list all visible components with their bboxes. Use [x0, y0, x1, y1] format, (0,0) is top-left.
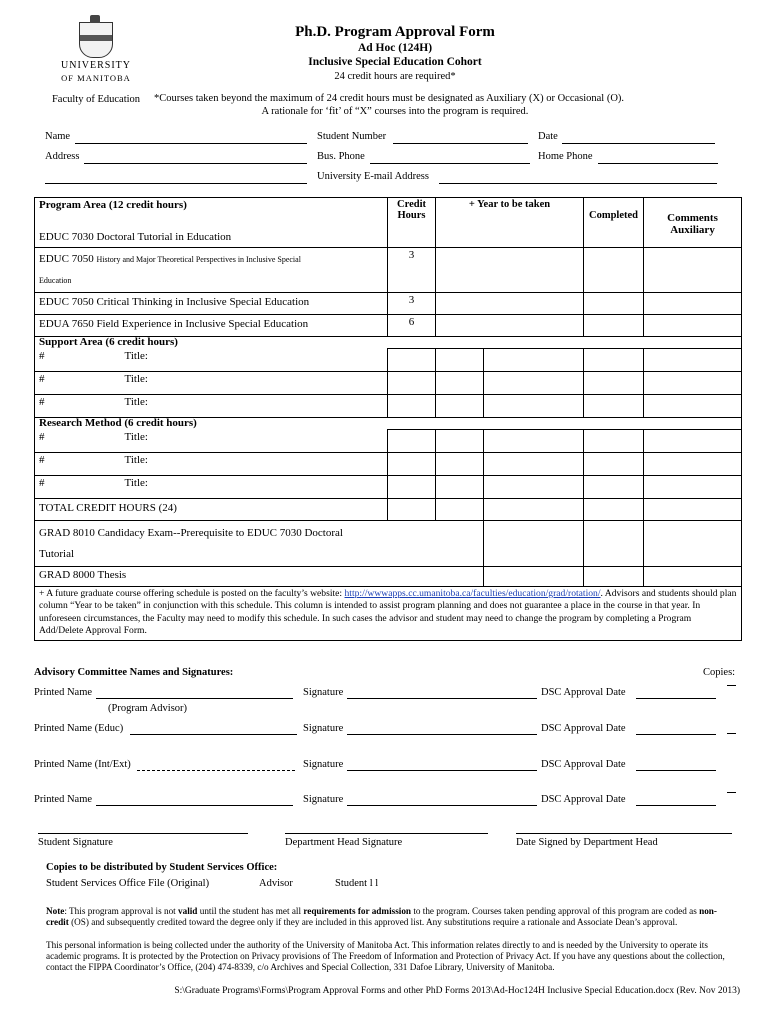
comments-cell[interactable] — [644, 567, 742, 587]
completed-cell[interactable] — [584, 430, 644, 453]
completed-cell[interactable] — [584, 315, 644, 337]
signature-field[interactable] — [347, 698, 537, 699]
signature-label: Signature — [303, 794, 344, 805]
credit-cell[interactable] — [388, 395, 436, 418]
privacy-note: This personal information is being collected under the authority of the University of Manitoba Act. This information relates directly to and is needed by the University to operate its academic programs. It is protected by the Protection on Privacy provisions of The Freedom of Information and Protection of Privacy Act. If you have any questions about the collection, contact the FIPPA Coordinator’s Office, (204) 474-8339, c/o Archives and Special Collection, 331 Dafoe Library, University of Manitoba. — [46, 940, 725, 972]
address-field[interactable] — [84, 163, 307, 164]
note-text: : This program approval is not — [64, 906, 179, 916]
note-text: (OS) and subsequently credited toward the degree only if they are included in this approved list. Any substitutions require a rationale and Associate Dean’s approval. — [68, 917, 678, 927]
comments-cell[interactable] — [644, 315, 742, 337]
email-field[interactable] — [439, 183, 717, 184]
date-signed-field[interactable] — [516, 833, 732, 834]
comments-cell[interactable] — [644, 372, 742, 395]
comments-cell[interactable] — [644, 453, 742, 476]
title-label: Title: — [124, 454, 148, 466]
copy-advisor: Advisor — [259, 878, 293, 889]
hash-mark: # — [39, 430, 45, 443]
name-label: Name — [45, 131, 71, 142]
support-area-heading: Support Area (6 credit hours) — [35, 337, 742, 349]
comments-label: Comments — [667, 212, 718, 224]
year-cell[interactable] — [436, 395, 484, 418]
dsc-approval-field[interactable] — [636, 805, 716, 806]
year-cell[interactable] — [436, 453, 484, 476]
comments-cell[interactable] — [644, 499, 742, 521]
comments-cell[interactable] — [644, 248, 742, 293]
student-signature-label: Student Signature — [38, 837, 113, 848]
dsc-approval-label: DSC Approval Date — [541, 687, 626, 698]
grad8010-line1: GRAD 8010 Candidacy Exam--Prerequisite to EDUC 7030 Doctoral — [39, 527, 343, 539]
form-subtitle-cohort: Inclusive Special Education Cohort — [308, 56, 482, 68]
dsc-approval-field[interactable] — [636, 698, 716, 699]
credit-requirement: 24 credit hours are required* — [334, 71, 456, 82]
completed-cell[interactable] — [584, 293, 644, 315]
printed-name-educ-field[interactable] — [130, 734, 297, 735]
completed-cell[interactable] — [584, 499, 644, 521]
total-credit-hours: TOTAL CREDIT HOURS (24) — [35, 499, 388, 521]
student-number-label: Student Number — [317, 131, 387, 142]
title-label: Title: — [124, 396, 148, 408]
comments-cell[interactable] — [644, 395, 742, 418]
program-table — [34, 197, 742, 641]
dsc-approval-field[interactable] — [636, 734, 716, 735]
address-label: Address — [45, 151, 80, 162]
program-advisor-label: (Program Advisor) — [108, 703, 188, 714]
completed-cell[interactable] — [584, 521, 644, 567]
university-name-line1: UNIVERSITY — [61, 60, 131, 71]
signature-label: Signature — [303, 687, 344, 698]
credit-cell[interactable] — [388, 372, 436, 395]
hash-mark: # — [39, 349, 45, 362]
support-course-1[interactable] — [35, 349, 388, 372]
comments-cell[interactable] — [644, 349, 742, 372]
note-text: until the student has met all — [197, 906, 304, 916]
title-label: Title: — [124, 349, 148, 362]
form-subtitle-adhoc: Ad Hoc (124H) — [357, 42, 433, 54]
support-course-3[interactable] — [35, 395, 388, 418]
copy-checkbox[interactable] — [727, 685, 736, 686]
note-label: Note — [46, 906, 65, 916]
research-method-heading: Research Method (6 credit hours) — [35, 418, 742, 430]
year-cell-2[interactable] — [484, 395, 584, 418]
year-cell[interactable] — [436, 315, 584, 337]
grad8000-row — [35, 567, 742, 587]
auxiliary-label: Auxiliary — [670, 224, 715, 236]
table-row — [35, 430, 742, 453]
signature-label: Signature — [303, 723, 344, 734]
note-noncredit: non-credit — [46, 906, 717, 927]
research-course-1[interactable] — [35, 430, 388, 453]
address-field-line2[interactable] — [45, 183, 307, 184]
table-row — [35, 453, 742, 476]
grad8010-line2: Tutorial — [39, 548, 75, 560]
year-cell-2[interactable] — [484, 499, 584, 521]
footnote-text: + A future graduate course offering schedule is posted on the faculty’s website: — [39, 588, 345, 599]
printed-name-intext-field[interactable] — [137, 770, 295, 771]
year-cell[interactable] — [436, 372, 484, 395]
date-label: Date — [538, 131, 558, 142]
faculty-name: Faculty of Education — [51, 94, 141, 105]
year-cell[interactable] — [436, 499, 484, 521]
grad8010-row — [35, 521, 742, 567]
year-cell-2[interactable] — [484, 430, 584, 453]
comments-cell[interactable] — [644, 476, 742, 499]
year-cell-2[interactable] — [484, 453, 584, 476]
credit-hours-heading: Credit Hours — [388, 198, 436, 248]
completed-cell[interactable] — [584, 453, 644, 476]
date-field[interactable] — [562, 143, 715, 144]
table-row — [35, 372, 742, 395]
dsc-approval-field[interactable] — [636, 770, 716, 771]
signature-field[interactable] — [347, 805, 537, 806]
credit-value: 6 — [388, 315, 436, 337]
credit-cell[interactable] — [388, 349, 436, 372]
home-phone-field[interactable] — [598, 163, 718, 164]
completed-cell[interactable] — [584, 349, 644, 372]
home-phone-label: Home Phone — [538, 151, 593, 162]
year-cell[interactable] — [436, 248, 584, 293]
printed-name-field[interactable] — [96, 805, 293, 806]
comments-cell[interactable] — [644, 293, 742, 315]
student-signature-field[interactable] — [38, 833, 248, 834]
credit-cell[interactable] — [388, 453, 436, 476]
note-valid: valid — [178, 906, 198, 916]
table-row — [35, 349, 742, 372]
signature-field[interactable] — [347, 770, 537, 771]
course-edua7650: EDUA 7650 Field Experience in Inclusive Special Education — [35, 315, 388, 337]
program-area-heading: Program Area (12 credit hours) — [35, 198, 388, 230]
signature-label: Signature — [303, 759, 344, 770]
comments-cell[interactable] — [644, 430, 742, 453]
year-cell[interactable] — [484, 567, 584, 587]
research-course-3[interactable] — [35, 476, 388, 499]
table-header-row — [35, 198, 742, 230]
table-row — [35, 315, 742, 337]
bus-phone-label: Bus. Phone — [317, 151, 365, 162]
footnote-row — [35, 587, 742, 641]
hash-mark: # — [39, 396, 45, 408]
copy-checkbox[interactable] — [727, 733, 736, 734]
email-label: University E-mail Address — [317, 171, 429, 182]
credit-value: 3 — [388, 248, 436, 293]
university-name-line2: OF MANITOBA — [61, 73, 131, 83]
completed-heading: Completed — [584, 198, 644, 248]
dsc-approval-label: DSC Approval Date — [541, 794, 626, 805]
course-educ7050-critical: EDUC 7050 Critical Thinking in Inclusive Special Education — [35, 293, 388, 315]
table-row — [35, 248, 742, 293]
copy-file: Student Services Office File (Original) — [46, 878, 210, 889]
title-label: Title: — [124, 430, 148, 443]
year-cell-2[interactable] — [484, 349, 584, 372]
hash-mark: # — [39, 477, 45, 489]
year-cell[interactable] — [436, 349, 484, 372]
dept-head-signature-label: Department Head Signature — [285, 837, 403, 848]
date-signed-label: Date Signed by Department Head — [516, 837, 658, 848]
table-row — [35, 395, 742, 418]
student-number-field[interactable] — [393, 143, 528, 144]
copies-label: Copies: — [703, 667, 736, 678]
rotation-schedule-link[interactable]: http://wwwapps.cc.umanitoba.ca/faculties/education/grad/rotation/ — [344, 588, 601, 599]
table-row — [35, 293, 742, 315]
hash-mark: # — [39, 373, 45, 385]
printed-name-label: Printed Name — [34, 687, 93, 698]
signature-field[interactable] — [347, 734, 537, 735]
year-to-be-taken-heading: + Year to be taken — [436, 198, 584, 248]
total-row — [35, 499, 742, 521]
title-label: Title: — [124, 373, 148, 385]
comments-heading — [644, 198, 742, 248]
printed-name-intext-label: Printed Name (Int/Ext) — [34, 759, 131, 770]
course-title: History and Major Theoretical Perspectives in Inclusive Special — [96, 255, 301, 264]
support-course-2[interactable] — [35, 372, 388, 395]
year-cell[interactable] — [436, 476, 484, 499]
schedule-footnote — [35, 587, 742, 641]
year-cell[interactable] — [436, 430, 484, 453]
printed-name-label: Printed Name — [34, 794, 93, 805]
year-cell-2[interactable] — [484, 372, 584, 395]
comments-cell[interactable] — [644, 521, 742, 567]
footnote-text-rest: . Advisors and students should plan column “Year to be taken” in conjunction with this schedule. This column is intended to assist program planning and does not guarantee a place in the course in that year. In unforeseen circumstances, the Faculty may need to modify this schedule. In such cases the advisor and student may need to change the program by completing a Program Add/Delete Approval Form. — [39, 588, 737, 637]
printed-name-educ-label: Printed Name (Educ) — [34, 723, 124, 734]
form-title: Ph.D. Program Approval Form — [295, 24, 495, 40]
credit-cell[interactable] — [388, 430, 436, 453]
dsc-approval-label: DSC Approval Date — [541, 723, 626, 734]
grad8000-course: GRAD 8000 Thesis — [35, 567, 484, 587]
printed-name-field[interactable] — [96, 698, 293, 699]
completed-cell[interactable] — [584, 395, 644, 418]
research-course-2[interactable] — [35, 453, 388, 476]
hash-mark: # — [39, 454, 45, 466]
bus-phone-field[interactable] — [370, 163, 530, 164]
year-cell[interactable] — [436, 293, 584, 315]
completed-cell[interactable] — [584, 372, 644, 395]
note-requirements: requirements for admission — [303, 906, 412, 916]
credit-value: 3 — [388, 293, 436, 315]
credit-cell[interactable] — [388, 476, 436, 499]
name-field[interactable] — [75, 143, 307, 144]
title-label: Title: — [124, 477, 148, 489]
course-educ7030: EDUC 7030 Doctoral Tutorial in Education — [35, 230, 388, 248]
copy-checkbox[interactable] — [727, 792, 736, 793]
rationale-note: A rationale for ‘fit’ of “X” courses into the program is required. — [261, 106, 529, 117]
year-cell-2[interactable] — [484, 476, 584, 499]
course-educ7050-history — [35, 248, 388, 293]
course-code: EDUC 7050 — [39, 253, 97, 265]
admission-note — [46, 906, 736, 928]
grad8010-course — [35, 521, 484, 567]
support-area-row — [35, 337, 742, 349]
completed-cell[interactable] — [584, 476, 644, 499]
research-method-row — [35, 418, 742, 430]
file-path-footer: S:\Graduate Programs\Forms\Program Approval Forms and other PhD Forms 2013\Ad-Hoc124H Inclusive Special Education.docx (Rev. Nov 2013) — [174, 986, 740, 996]
completed-cell[interactable] — [584, 248, 644, 293]
total-credit-cell[interactable] — [388, 499, 436, 521]
year-cell[interactable] — [484, 521, 584, 567]
copy-student: Student l l — [335, 878, 379, 889]
copies-heading: Copies to be distributed by Student Services Office: — [46, 862, 278, 873]
advisory-heading: Advisory Committee Names and Signatures: — [34, 667, 234, 678]
course-title-cont: Education — [39, 276, 72, 285]
dept-head-signature-field[interactable] — [285, 833, 488, 834]
completed-cell[interactable] — [584, 567, 644, 587]
auxiliary-note: *Courses taken beyond the maximum of 24 credit hours must be designated as Auxiliary (X) or Occasional (O). — [154, 93, 625, 104]
dsc-approval-label: DSC Approval Date — [541, 759, 626, 770]
table-row — [35, 476, 742, 499]
note-text: to the program. Courses taken pending approval of this program are coded as — [411, 906, 700, 916]
